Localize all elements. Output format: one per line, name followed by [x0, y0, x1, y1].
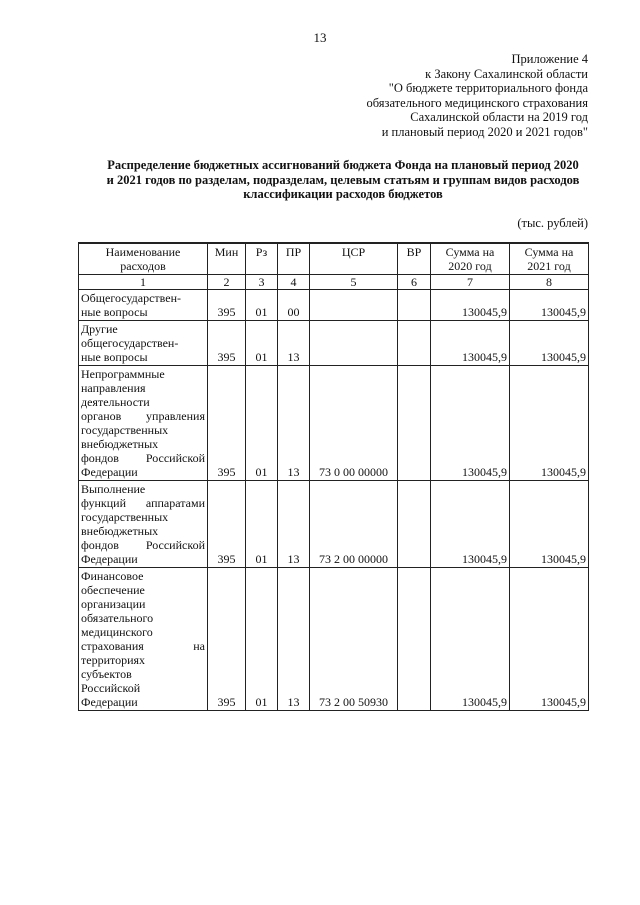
column-number: 6 — [398, 275, 431, 290]
header-pr — [278, 243, 310, 275]
name-line: Федерации — [81, 552, 138, 566]
header-text: Сумма на — [524, 245, 574, 259]
table-row — [79, 481, 589, 568]
name-line: страхования на — [81, 639, 205, 653]
cell-sum-2021: 130045,9 — [510, 481, 589, 568]
document-title — [88, 158, 598, 202]
cell-vr — [398, 568, 431, 711]
title-line: классификации расходов бюджетов — [243, 187, 443, 201]
cell-min: 395 — [208, 481, 246, 568]
name-line: органов управления — [81, 409, 205, 423]
cell-csr: 73 2 00 00000 — [310, 481, 398, 568]
table-row — [79, 321, 589, 366]
budget-table — [78, 242, 589, 711]
column-number: 7 — [431, 275, 510, 290]
name-line: Выполнение — [81, 482, 146, 496]
cell-rz: 01 — [246, 366, 278, 481]
cell-min: 395 — [208, 568, 246, 711]
cell-sum-2021: 130045,9 — [510, 321, 589, 366]
cell-rz: 01 — [246, 290, 278, 321]
cell-name — [79, 481, 208, 568]
header-text: ВР — [406, 245, 422, 259]
appendix-line: Приложение 4 — [511, 52, 588, 66]
column-number: 1 — [79, 275, 208, 290]
cell-name — [79, 321, 208, 366]
cell-sum-2020: 130045,9 — [431, 481, 510, 568]
cell-name — [79, 290, 208, 321]
cell-pr: 13 — [278, 366, 310, 481]
appendix-line: Сахалинской области на 2019 год — [410, 110, 588, 125]
name-line: направления — [81, 381, 146, 395]
cell-min: 395 — [208, 290, 246, 321]
column-number: 8 — [510, 275, 589, 290]
cell-pr: 13 — [278, 481, 310, 568]
header-rz — [246, 243, 278, 275]
units-label: (тыс. рублей) — [517, 216, 588, 230]
name-line: медицинского — [81, 625, 153, 639]
table-row — [79, 290, 589, 321]
header-text: Мин — [214, 245, 239, 259]
column-number: 5 — [310, 275, 398, 290]
header-sum-2021 — [510, 243, 589, 275]
cell-pr: 13 — [278, 321, 310, 366]
header-text: ПР — [285, 245, 302, 259]
column-number-row — [79, 275, 589, 290]
appendix-block — [268, 52, 588, 140]
name-line: Финансовое — [81, 569, 144, 583]
cell-rz: 01 — [246, 321, 278, 366]
header-text: расходов — [120, 259, 166, 273]
header-min — [208, 243, 246, 275]
appendix-line: обязательного медицинского страхования — [366, 95, 588, 110]
name-line: Российской — [81, 681, 141, 695]
name-line: обеспечение — [81, 583, 145, 597]
name-line: ные вопросы — [81, 350, 148, 364]
name-line: фондов Российской — [81, 538, 205, 552]
header-text: 2021 год — [527, 259, 571, 273]
header-text: Сумма на — [445, 245, 495, 259]
cell-vr — [398, 321, 431, 366]
cell-min: 395 — [208, 366, 246, 481]
cell-sum-2021: 130045,9 — [510, 366, 589, 481]
name-line: функций аппаратами — [81, 496, 205, 510]
name-line: Федерации — [81, 465, 138, 479]
title-line: Распределение бюджетных ассигнований бюджета Фонда на плановый период 2020 — [107, 158, 579, 172]
name-line: общегосударствен- — [81, 336, 179, 350]
appendix-line: "О бюджете территориального фонда — [388, 81, 588, 96]
name-line: субъектов — [81, 667, 132, 681]
name-line: Федерации — [81, 695, 138, 709]
name-line: внебюджетных — [81, 524, 159, 538]
name-line: Общегосударствен- — [81, 291, 182, 305]
appendix-line: и плановый период 2020 и 2021 годов" — [381, 124, 588, 139]
header-name — [79, 243, 208, 275]
cell-pr: 00 — [278, 290, 310, 321]
column-number: 3 — [246, 275, 278, 290]
cell-sum-2020: 130045,9 — [431, 366, 510, 481]
name-line: фондов Российской — [81, 451, 205, 465]
column-number: 4 — [278, 275, 310, 290]
name-line: организации — [81, 597, 146, 611]
cell-vr — [398, 366, 431, 481]
name-line: внебюджетных — [81, 437, 159, 451]
cell-vr — [398, 290, 431, 321]
header-vr — [398, 243, 431, 275]
cell-sum-2020: 130045,9 — [431, 568, 510, 711]
title-line: и 2021 годов по разделам, подразделам, целевым статьям и группам видов расходов — [106, 172, 580, 187]
header-sum-2020 — [431, 243, 510, 275]
page-number: 13 — [313, 30, 327, 45]
cell-rz: 01 — [246, 568, 278, 711]
header-text: ЦСР — [341, 245, 366, 259]
cell-min: 395 — [208, 321, 246, 366]
table-row — [79, 568, 589, 711]
cell-sum-2021: 130045,9 — [510, 290, 589, 321]
cell-pr: 13 — [278, 568, 310, 711]
cell-csr: 73 0 00 00000 — [310, 366, 398, 481]
cell-csr: 73 2 00 50930 — [310, 568, 398, 711]
header-text: 2020 год — [448, 259, 492, 273]
name-line: обязательного — [81, 611, 154, 625]
cell-name — [79, 568, 208, 711]
name-line: ные вопросы — [81, 305, 148, 319]
cell-csr — [310, 321, 398, 366]
name-line: деятельности — [81, 395, 150, 409]
cell-sum-2020: 130045,9 — [431, 321, 510, 366]
name-line: государственных — [81, 423, 169, 437]
name-line: Другие — [81, 322, 118, 336]
header-row — [79, 243, 589, 275]
column-number: 2 — [208, 275, 246, 290]
cell-sum-2020: 130045,9 — [431, 290, 510, 321]
name-line: государственных — [81, 510, 169, 524]
cell-vr — [398, 481, 431, 568]
cell-rz: 01 — [246, 481, 278, 568]
name-line: территориях — [81, 653, 146, 667]
cell-name — [79, 366, 208, 481]
cell-sum-2021: 130045,9 — [510, 568, 589, 711]
table-row — [79, 366, 589, 481]
header-text: Наименование — [105, 245, 181, 259]
name-line: Непрограммные — [81, 367, 165, 381]
header-text: Рз — [255, 245, 268, 259]
cell-csr — [310, 290, 398, 321]
appendix-line: к Закону Сахалинской области — [425, 66, 588, 81]
header-csr — [310, 243, 398, 275]
